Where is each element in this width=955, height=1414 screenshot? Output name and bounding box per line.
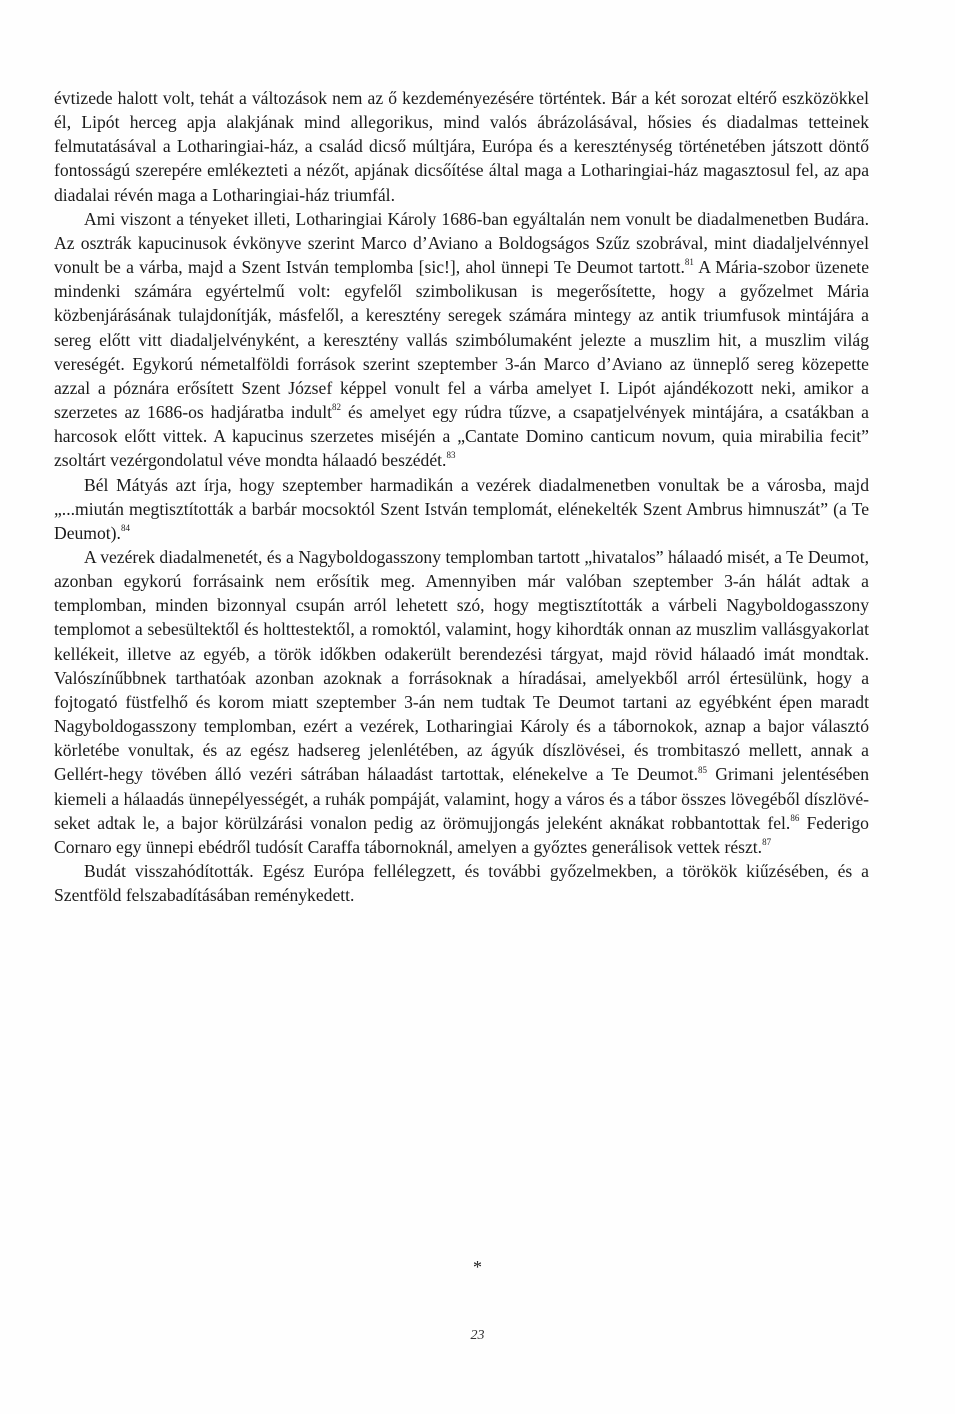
footnote-ref: 84	[120, 522, 130, 533]
footnote-ref: 85	[698, 764, 708, 775]
paragraph-p4	[54, 545, 869, 859]
paragraph-p2	[54, 207, 869, 473]
paragraph-text: Budát visszahódították. Egész Európa fellélegzett, és további győzelmekben, a törökök kiűzésében, és a Szentföld felszabadításában reménykedett.	[54, 861, 869, 906]
paragraph-text: és amelyet egy rúdra tűzve, a csapatjelvények mintájára, a csatákban a harcosok előtt vittek. A kapucinus szerzetes miséjén a „Cantate Domino canticum novum, quia mirabilia fecit” zsoltárt vezérgondolatul véve mondta hálaadó beszédét.	[54, 402, 869, 471]
body-text	[54, 86, 869, 907]
paragraph-text: Grimani jelentésében kiemeli a hálaadás ünnepélyességét, a ruhák pompáját, valamint, hogy a város és a tábor összes lövegéből díszlövéseket adtak le, a bajor körülzárási vonalon pedig az örömujjongás jeleként aknákat robbantottak fel.	[54, 764, 870, 833]
paragraph-text: Federigo Cornaro egy ünnepi ebédről tudósít Caraffa tábornoknál, amelyen a győztes generálisok vettek részt.	[54, 812, 869, 857]
paragraph-text: Ami viszont a tényeket illeti, Lotharingiai Károly 1686-ban egyáltalán nem vonult be diadalmenetben Budára. Az osztrák kapucinusok évkönyve szerint Marco d’Aviano a Boldogságos Szűz szobrával, mint diadaljelvénnyel vonult be a várba, majd a Szent István templomba [sic!], ahol ünnepi Te Deumot tartott.	[54, 208, 869, 278]
footnote-ref: 87	[762, 836, 772, 847]
paragraph-p3	[54, 473, 869, 545]
paragraph-p5	[54, 859, 869, 907]
footnote-ref: 86	[790, 812, 800, 823]
page-number: 23	[470, 1328, 485, 1343]
paragraph-text: A Mária-szobor üzenete mindenki számára egyértelmű volt: egyfelől szimbolikusan is megerősítette, hogy a győzelmet Mária közbenjárásának tulajdonítják, másfelől, a keresztény seregek számára mintegy az antik triumfusok mintájára a sereg előtt vitt diadaljelvényként, a keresztény vallás szimbólumaként jelezte a muszlim hit, a muszlim világ vereségét. Egykorú németalföldi források szerint szeptember 3-án Marco d’Aviano az ünneplő sereg közepette azzal a póznára erősített Szent József képpel vonult fel a várba amelyet I. Lipót ajándékozott neki, amikor a szerzetes az 1686-os hadjáratba indult	[54, 257, 870, 423]
paragraph-text: évtizede halott volt, tehát a változások nem az ő kezdeményezésére történtek. Bár a két sorozat eltérő eszközökkel él, Lipót herceg apja alakjának mind allegorikus, mind valós ábrázolásával, hősies és diadalmas tetteinek felmutatásával a Lotharingiai-ház, a család dicső múltjára, Európa és a kereszténység történetében játszott döntő fontosságú szerepére emlékezteti a nézőt, apjának dicsőítése által maga a Lotharingiai-ház magasztosul fel, az apa diadalai révén maga a Lotharingiai-ház triumfál.	[54, 88, 869, 205]
section-separator: *	[473, 1257, 482, 1277]
footnote-ref: 83	[446, 450, 456, 461]
footnote-ref: 82	[332, 402, 341, 413]
paragraph-p1	[54, 86, 869, 207]
paragraph-text: Bél Mátyás azt írja, hogy szeptember harmadikán a vezérek diadalmenetben vonultak be a városba, majd „...miután megtisztították a barbár mocsoktól Szent István templomát, elénekelték Szent Ambrus himnuszát” (a Te Deumot).	[54, 474, 869, 543]
paragraph-text: A vezérek diadalmenetét, és a Nagyboldogasszony templomban tartott „hivatalos” hálaadó misét, a Te Deumot, azonban egykorú forrásaink nem erősítik meg. Amennyiben már valóban szeptember 3-án hálát adtak a templomban, minden bizonnyal csupán arról lehetett szó, hogy megtisztították a várbeli Nagyboldogasszony templomot a sebesültektől és holttestektől, a romoktól, valamint, hogy kihordták onnan az muszlim vallásgyakorlat kellékeit, illetve az egyéb, a török időkben odakerült berendezési tárgyat, majd rövid hálaadó imát mondtak. Valószínűbbnek tarthatóak azonban azoknak a forrásoknak a híradásai, amelyekből arról értesülünk, hogy a fojtogató füstfelhő és korom miatt szeptember 3-án nem tudtak Te Deumot tartani az egyébként épen maradt Nagyboldogasszony templomban, ezért a vezérek, Lotharingiai Károly és a tábornokok, aznap a bajor választó körletébe vonultak, és az egész hadsereg jelenlétében, az ágyúk díszlövései, és trombitaszó mellett, annak a Gellért-hegy tövében álló vezéri sátrában hálaadást tartottak, elénekelve a Te Deumot.	[54, 546, 869, 785]
footnote-ref: 81	[684, 257, 694, 268]
